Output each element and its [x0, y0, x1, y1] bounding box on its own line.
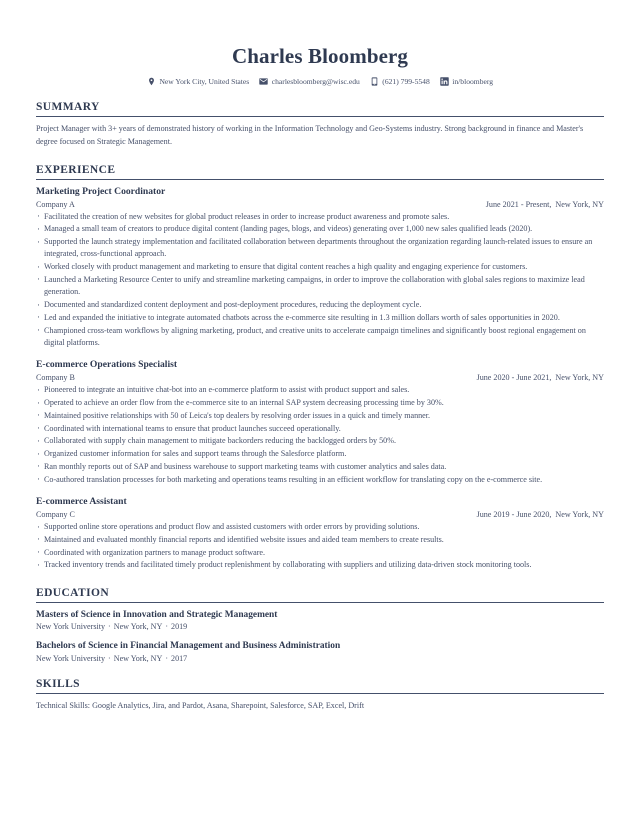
phone-icon — [370, 77, 379, 86]
summary-text: Project Manager with 3+ years of demonstrated history of working in the Information Technology and Geo-Systems industry. Strong background in finance and Master's degree focused on Strategic Management. — [36, 124, 584, 146]
job-dates: June 2021 - Present, — [485, 199, 552, 209]
separator-dot: · — [108, 622, 111, 632]
job-bullet: · Ran monthly reports out of SAP and business warehouse to support marketing teams with customer analytics and sales data. — [36, 461, 604, 473]
education-meta — [36, 622, 604, 631]
experience-entry — [36, 359, 604, 486]
experience-entry — [36, 496, 604, 572]
job-meta — [36, 373, 604, 382]
contact-linkedin[interactable] — [440, 77, 493, 86]
education-year: 2019 — [171, 622, 188, 632]
job-title: Marketing Project Coordinator — [36, 185, 166, 197]
job-dates: June 2020 - June 2021, — [476, 373, 552, 383]
education-school: New York University — [36, 622, 106, 632]
contact-email-text: charlesbloomberg@wisc.edu — [271, 77, 360, 87]
section-divider — [36, 693, 604, 694]
job-meta — [36, 200, 604, 209]
contact-line — [36, 77, 604, 86]
education-location: New York, NY — [113, 622, 163, 632]
education-degree: Bachelors of Science in Financial Management and Business Administration — [36, 641, 341, 652]
job-bullet: · Pioneered to integrate an intuitive chat-bot into an e-commerce platform to assist with product support and sales. — [36, 384, 604, 396]
separator-dot: · — [165, 622, 169, 632]
contact-location-text: New York City, United States — [159, 77, 250, 87]
job-dates-location — [477, 373, 604, 382]
job-bullet: · Maintained positive relationships with 50 of Leica's top dealers by resolving order issues in a quick and timely manner. — [36, 410, 604, 422]
location-pin-icon — [147, 77, 156, 86]
education-school: New York University — [36, 654, 106, 664]
job-bullets — [36, 384, 604, 486]
education-entry — [36, 640, 604, 663]
section-title-experience: EXPERIENCE — [36, 163, 116, 176]
contact-linkedin-text: in/bloomberg — [452, 77, 494, 87]
job-bullets — [36, 211, 604, 350]
job-company: Company C — [36, 510, 75, 520]
job-title: E-commerce Operations Specialist — [36, 359, 178, 371]
job-bullet: · Supported online store operations and product flow and assisted customers with order errors by providing solutions. — [36, 521, 604, 533]
section-title-skills: SKILLS — [36, 678, 80, 691]
job-company: Company A — [36, 199, 75, 209]
section-title-summary: SUMMARY — [36, 101, 100, 113]
contact-email[interactable] — [259, 77, 360, 86]
separator-dot: · — [165, 654, 169, 664]
candidate-name: Charles Bloomberg — [231, 44, 409, 68]
job-location: New York, NY — [555, 510, 604, 520]
job-bullet: · Coordinated with organization partners to manage product software. — [36, 547, 604, 559]
job-bullet: · Tracked inventory trends and facilitated timely product replenishment by collaborating with suppliers and utilizing data-driven stock monitoring tools. — [36, 559, 604, 571]
job-bullet: · Worked closely with product management and marketing to ensure that digital content reaches a high quality and engaging experience for customers. — [36, 261, 604, 273]
job-bullet: · Launched a Marketing Resource Center to unify and streamline marketing campaigns, in order to improve the collaboration with global sales regions to maximize lead generation. — [36, 274, 604, 299]
job-bullet: · Organized customer information for sales and support teams through the Salesforce platform. — [36, 448, 604, 460]
job-location: New York, NY — [555, 199, 604, 209]
section-divider — [36, 602, 604, 603]
job-bullet: · Collaborated with supply chain management to mitigate backorders reducing the backlogged orders by 50%. — [36, 435, 604, 447]
linkedin-icon — [440, 77, 449, 86]
education-year: 2017 — [171, 654, 188, 664]
job-bullet: · Supported the launch strategy implementation and facilitated collaboration between departments throughout the organization regarding launch-related issues to ensure an integrated, cross-functional approach. — [36, 236, 604, 261]
job-bullet: · Coordinated with international teams to ensure that product launches succeed operationally. — [36, 423, 604, 435]
education-entry — [36, 609, 604, 632]
job-bullet: · Operated to achieve an order flow from the e-commerce site to an internal SAP system decreasing processing time by 30%. — [36, 397, 604, 409]
job-bullet: · Championed cross-team workflows by aligning marketing, product, and creative units to accelerate campaign timelines and significantly boost regional engagement on digital platforms. — [36, 325, 604, 350]
education-degree: Masters of Science in Innovation and Strategic Management — [36, 609, 278, 620]
separator-dot: · — [108, 654, 111, 664]
job-title: E-commerce Assistant — [36, 496, 127, 508]
experience-entry — [36, 186, 604, 350]
contact-phone[interactable] — [370, 77, 430, 86]
job-bullet: · Maintained and evaluated monthly financial reports and identified website issues and aided team members to create results. — [36, 534, 604, 546]
job-bullet: · Documented and standardized content deployment and post-deployment procedures, reducing the deployment cycle. — [36, 299, 604, 311]
section-skills — [36, 678, 604, 713]
section-summary — [36, 101, 604, 149]
job-bullet: · Co-authored translation processes for both marketing and operations teams resulting in an efficient workflow for translating copy on the e-commerce site. — [36, 474, 604, 486]
education-location: New York, NY — [113, 654, 163, 664]
contact-phone-text: (621) 799-5548 — [382, 77, 430, 87]
job-bullets — [36, 521, 604, 572]
section-education — [36, 587, 604, 663]
job-dates-location — [486, 200, 604, 209]
section-experience — [36, 164, 604, 572]
job-bullet: · Facilitated the creation of new websites for global product releases in order to increase product awareness and promote sales. — [36, 211, 604, 223]
email-icon — [259, 77, 268, 86]
section-title-education: EDUCATION — [36, 586, 110, 599]
job-bullet: · Led and expanded the initiative to integrate automated chatbots across the e-commerce site resulting in 1.3 million dollars worth of sales opportunities in 2020. — [36, 312, 604, 324]
skills-text: Technical Skills: Google Analytics, Jira, and Pardot, Asana, Sharepoint, Salesforce, SAP, Excel, Drift — [36, 701, 365, 711]
job-meta — [36, 510, 604, 519]
education-meta — [36, 654, 604, 663]
job-dates: June 2019 - June 2020, — [476, 510, 552, 520]
contact-location — [147, 77, 249, 86]
resume-header — [36, 44, 604, 86]
job-dates-location — [477, 510, 604, 519]
job-bullet: · Managed a small team of creators to produce digital content (landing pages, blogs, and videos) generating over 1,000 new sales qualified leads (2020). — [36, 223, 604, 235]
job-company: Company B — [36, 373, 75, 383]
section-divider — [36, 179, 604, 180]
job-location: New York, NY — [555, 373, 604, 383]
section-divider — [36, 116, 604, 117]
